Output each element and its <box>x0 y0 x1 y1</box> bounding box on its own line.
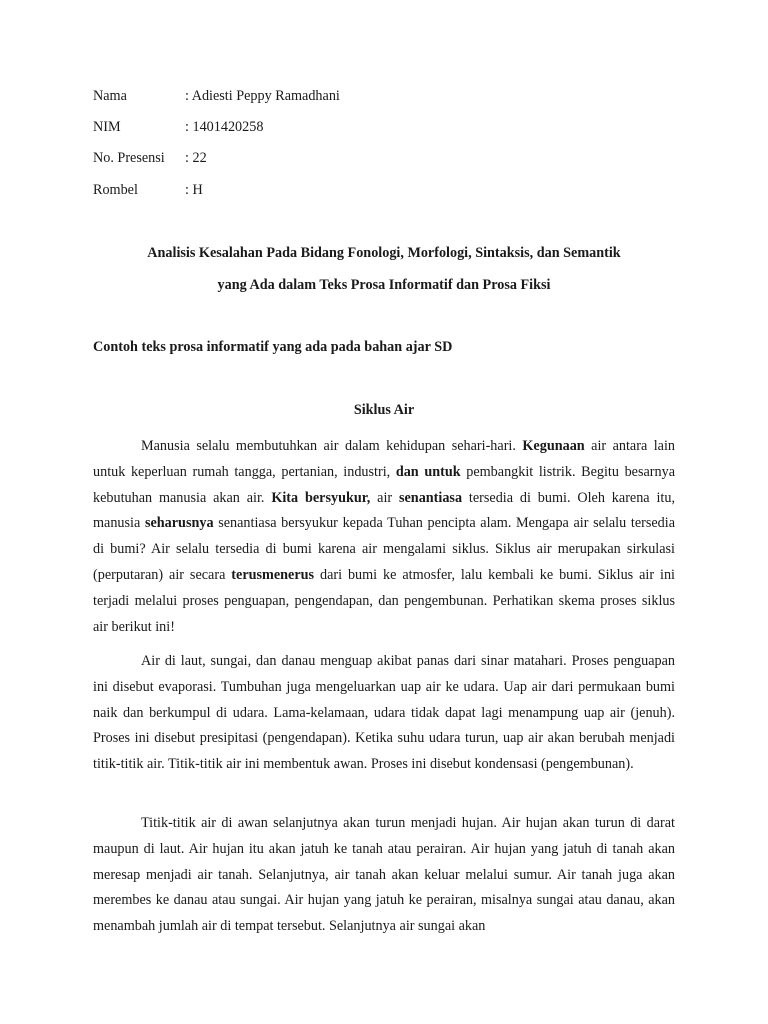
paragraph-3 <box>93 811 675 940</box>
bold-text-run: seharusnya <box>144 515 214 532</box>
text-run: Manusia selalu membutuhkan air dalam kehidupan sehari-hari. <box>141 438 523 454</box>
bold-text-run: senantiasa <box>398 489 463 506</box>
meta-label: No. Presensi <box>93 150 165 166</box>
text-run: air antara lain untuk keperluan rumah tangga, pertanian, industri, <box>93 438 676 480</box>
section-subheading: Contoh teks prosa informatif yang ada pada bahan ajar SD <box>93 339 453 355</box>
document-title-line-2: yang Ada dalam Teks Prosa Informatif dan Prosa Fiksi <box>217 277 551 293</box>
bold-text-run: Kita bersyukur, <box>271 489 371 506</box>
text-run: Air di laut, sungai, dan danau menguap akibat panas dari sinar matahari. Proses penguapan ini disebut evaporasi. Tumbuhan juga mengeluarkan uap air ke udara. Uap air dari permukaan bumi naik dan berkumpul di udara. Lama-kelamaan, udara tidak dapat lagi menampung uap air (jenuh). Proses ini disebut presipitasi (pengendapan). Ketika suhu udara turun, uap air akan berubah menjadi titik-titik air. Titik-titik air ini membentuk awan. Proses ini disebut kondensasi (pengembunan). <box>93 653 675 773</box>
text-run: dari bumi ke atmosfer, lalu kembali ke bumi. Siklus air ini terjadi melalui proses penguapan, pengendapan, dan pengembunan. Perhatikan skema proses siklus air berikut ini! <box>93 566 675 635</box>
paragraph-2 <box>93 649 675 778</box>
meta-value: : 1401420258 <box>185 119 264 135</box>
document-title-line-1: Analisis Kesalahan Pada Bidang Fonologi, Morfologi, Sintaksis, dan Semantik <box>147 245 621 261</box>
text-run: Titik-titik air di awan selanjutnya akan turun menjadi hujan. Air hujan akan turun di darat maupun di laut. Air hujan itu akan jatuh ke tanah atau perairan. Air hujan yang jatuh di tanah akan meresap menjadi air tanah. Selanjutnya, air tanah akan keluar melalui sumur. Air tanah juga akan merembes ke danau atau sungai. Air hujan yang jatuh ke perairan, misalnya sungai atau danau, akan menambah jumlah air di tempat tersebut. Selanjutnya air sungai akan <box>93 815 675 935</box>
meta-label: NIM <box>93 119 121 135</box>
text-run: senantiasa bersyukur kepada Tuhan pencipta alam. Mengapa air selalu tersedia di bumi? Air selalu tersedia di bumi karena air mengalami siklus. Siklus air merupakan sirkulasi (perputaran) air secara <box>93 515 675 583</box>
meta-label: Rombel <box>93 182 138 198</box>
bold-text-run: dan untuk <box>395 463 461 480</box>
meta-value: : Adiesti Peppy Ramadhani <box>185 88 340 104</box>
section-title: Siklus Air <box>353 402 415 418</box>
meta-value: : H <box>185 182 203 198</box>
text-run: air <box>370 489 399 506</box>
bold-text-run: Kegunaan <box>522 438 585 454</box>
text-run: tersedia di bumi. Oleh karena itu, manusia <box>93 489 675 532</box>
meta-label: Nama <box>93 88 127 104</box>
meta-value: : 22 <box>185 150 207 166</box>
bold-text-run: terusmenerus <box>231 566 315 583</box>
paragraph-1 <box>93 434 675 640</box>
text-run: pembangkit listrik. Begitu besarnya kebutuhan manusia akan air. <box>93 463 675 506</box>
